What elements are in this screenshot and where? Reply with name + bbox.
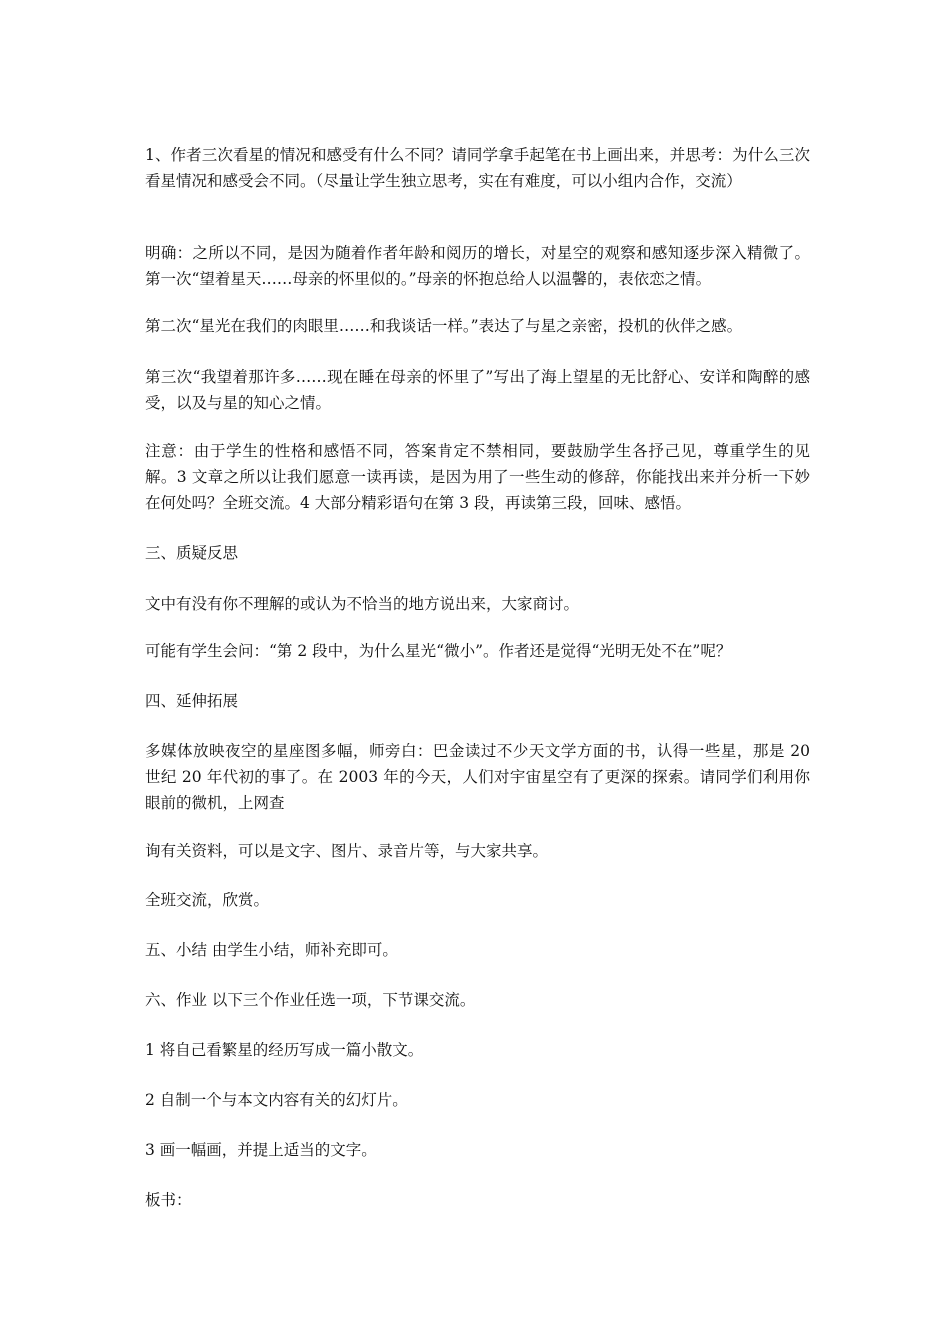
section-heading-reflection: 三、质疑反思 <box>145 544 239 562</box>
homework-item-2: 2 自制一个与本文内容有关的幻灯片。 <box>145 1091 408 1109</box>
section-heading-homework: 六、作业 以下三个作业任选一项，下节课交流。 <box>145 991 476 1009</box>
paragraph-note: 注意：由于学生的性格和感悟不同，答案肯定不禁相同，要鼓励学生各抒己见，尊重学生的见解。3 文章之所以让我们愿意一读再读，是因为用了一些生动的修辞，你能找出来并分析一下妙在何处吗？全班交流。4 大部分精彩语句在第 3 段，再读第三段，回味、感悟。 <box>145 442 810 512</box>
paragraph-question-1: 1、作者三次看星的情况和感受有什么不同？请同学拿手起笔在书上画出来，并思考：为什么三次看星情况和感受会不同。（尽量让学生独立思考，实在有难度，可以小组内合作，交流） <box>145 146 810 190</box>
paragraph-discussion: 文中有没有你不理解的或认为不恰当的地方说出来，大家商讨。 <box>145 595 580 613</box>
blackboard-label: 板书： <box>145 1191 192 1209</box>
section-heading-summary: 五、小结 由学生小结，师补充即可。 <box>145 941 398 959</box>
paragraph-class-exchange: 全班交流，欣赏。 <box>145 891 270 909</box>
homework-item-3: 3 画一幅画，并提上适当的文字。 <box>145 1141 377 1159</box>
homework-item-1: 1 将自己看繁星的经历写成一篇小散文。 <box>145 1041 424 1059</box>
paragraph-second-time: 第二次“星光在我们的肉眼里……和我谈话一样。”表达了与星之亲密，投机的伙伴之感。 <box>145 317 743 335</box>
section-heading-extension: 四、延伸拓展 <box>145 692 239 710</box>
paragraph-research: 询有关资料，可以是文字、图片、录音片等，与大家共享。 <box>145 842 549 860</box>
paragraph-third-time: 第三次“我望着那许多……现在睡在母亲的怀里了”写出了海上望星的无比舒心、安详和陶醉的感受，以及与星的知心之情。 <box>145 368 810 412</box>
paragraph-multimedia: 多媒体放映夜空的星座图多幅，师旁白：巴金读过不少天文学方面的书，认得一些星，那是 20 世纪 20 年代初的事了。在 2003 年的今天，人们对宇宙星空有了更深的探索。请同学们利用你眼前的微机，上网查 <box>145 742 810 812</box>
paragraph-clarification: 明确：之所以不同，是因为随着作者年龄和阅历的增长，对星空的观察和感知逐步深入精微了。第一次“望着星天……母亲的怀里似的。”母亲的怀抱总给人以温馨的，表依恋之情。 <box>145 244 810 288</box>
paragraph-possible-question: 可能有学生会问：“第 2 段中，为什么星光“微小”。作者还是觉得“光明无处不在”呢？ <box>145 642 732 660</box>
